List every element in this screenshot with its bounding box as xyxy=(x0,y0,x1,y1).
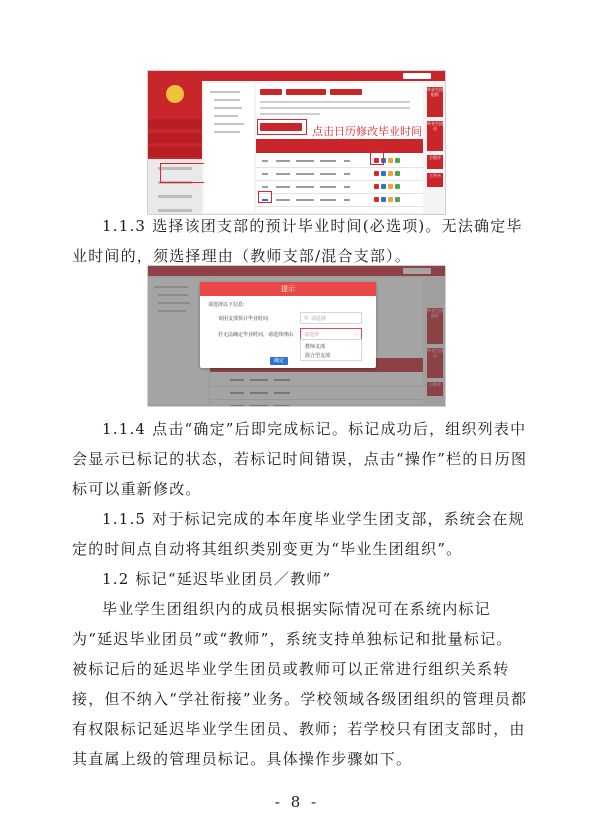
option-mixed-branch[interactable]: 混合型支部 xyxy=(305,353,331,359)
highlight-mark-button-box xyxy=(257,119,307,135)
row-action-icons[interactable] xyxy=(374,171,404,176)
calendar-icon: ◷ xyxy=(304,315,309,321)
reason-dropdown xyxy=(300,339,362,361)
paragraph-1-1-4: 1.1.4 点击“确定”后即完成标记。标记成功后，组织列表中会显示已标记的状态，若标记时间错误，点击“操作”栏的日历图标可以重新修改。 xyxy=(72,420,528,498)
app-sidebar xyxy=(148,71,202,214)
paragraph-1-1-5: 1.1.5 对于标记完成的本年度毕业学生团支部，系统会在规定的时间点自动将其组织类别变更为“毕业生团组织”。 xyxy=(72,510,525,558)
paragraph-1-1-3: 1.1.3 选择该团支部的预计毕业时间(必选项)。无法确定毕业时间的，须选择理由（教师支部/混合支部）。 xyxy=(72,217,523,265)
sidebar-menu-item[interactable] xyxy=(148,133,202,143)
screenshot-mark-dialog xyxy=(147,265,446,407)
toolbar-button[interactable] xyxy=(260,89,282,95)
table-header xyxy=(256,139,423,153)
reason-placeholder: 请选择 xyxy=(304,332,320,338)
option-teacher-branch[interactable]: 教师支部 xyxy=(305,344,326,350)
sidebar-menu-item[interactable] xyxy=(148,119,202,129)
dialog-prompt: 请选择以下信息: xyxy=(208,302,245,308)
highlight-checkbox-box xyxy=(258,191,272,203)
row-action-icons[interactable] xyxy=(374,184,404,189)
table-row[interactable] xyxy=(256,194,423,207)
org-list-panel xyxy=(256,83,423,212)
top-bar xyxy=(202,71,445,81)
graduation-time-label: 该团支部预计毕业时间 xyxy=(218,316,269,322)
highlight-calendar-icon-box xyxy=(370,151,384,165)
league-emblem-icon xyxy=(166,85,184,103)
side-panel xyxy=(425,83,445,212)
page-number: - 8 - xyxy=(274,793,320,811)
graduation-time-picker[interactable] xyxy=(300,312,362,324)
dialog-title: 提示 xyxy=(200,282,376,296)
chevron-down-icon: ⌄ xyxy=(353,331,358,337)
paragraph-1-2: 毕业学生团组织内的成员根据实际情况可在系统内标记为“延迟毕业团员”或“教师”，系统支持单独标记和批量标记。被标记后的延迟毕业学生团员或教师可以正常进行组织关系转接，但不纳入“学社衔接”业务。学校领域各级团组织的管理员都有权限标记延迟毕业学生团员、教师；若学校只有团支部时，由其直属上级的管理员标记。具体操作步骤如下。 xyxy=(72,600,528,768)
reason-label: 若无法确定毕业时间，请选择理由 xyxy=(218,332,294,338)
table-row[interactable] xyxy=(256,168,423,181)
org-tree[interactable] xyxy=(204,83,254,212)
confirm-button[interactable]: 确定 xyxy=(270,357,288,365)
toolbar-button[interactable] xyxy=(330,89,362,95)
mark-graduation-dialog xyxy=(200,282,376,368)
graduation-time-placeholder: 请选择 xyxy=(311,316,327,322)
side-panel-button[interactable]: 毕业生团员 xyxy=(427,121,443,151)
side-panel-button[interactable]: 工作台 xyxy=(427,173,443,187)
screenshot-org-list xyxy=(147,70,446,215)
heading-1-2: 1.2 标记“延迟毕业团员／教师” xyxy=(102,570,332,588)
row-action-icons[interactable] xyxy=(374,197,404,202)
top-bar-button[interactable] xyxy=(403,73,431,79)
table-row[interactable] xyxy=(256,155,423,168)
sidebar-menu-item[interactable] xyxy=(148,147,202,157)
toolbar-button[interactable] xyxy=(286,89,326,95)
side-panel-button[interactable]: 毕业生团组织 xyxy=(427,87,443,117)
annotation-text: 点击日历修改毕业时间 xyxy=(312,125,422,138)
side-panel-button[interactable]: 小程序 xyxy=(427,155,443,169)
table-row[interactable] xyxy=(256,181,423,194)
